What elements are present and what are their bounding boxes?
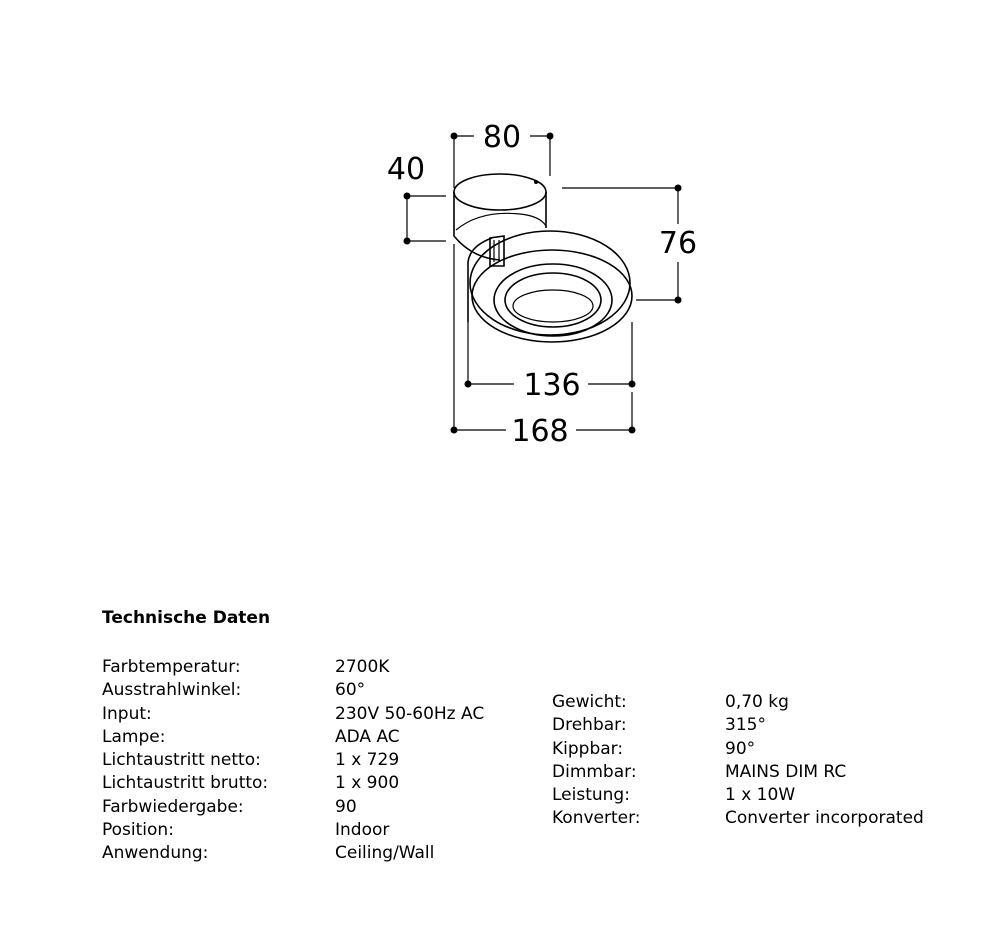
dimension-label-head-diameter: 136: [523, 368, 581, 403]
dimension-label-top-width: 80: [482, 120, 522, 155]
spec-label: Drehbar:: [552, 715, 627, 736]
dimension-label-head-height: 76: [658, 226, 698, 261]
spec-label: Anwendung:: [102, 843, 209, 864]
spec-label: Farbtemperatur:: [102, 657, 241, 677]
spec-label: Input:: [102, 703, 152, 724]
spec-label: Lampe:: [102, 726, 166, 747]
spec-value: Ceiling/Wall: [335, 843, 435, 864]
spec-label: Farbwiedergabe:: [102, 796, 244, 817]
spec-value: 230V 50-60Hz AC: [335, 703, 485, 724]
dimension-top-width: [451, 120, 554, 188]
dimension-overall-width: [451, 244, 636, 449]
spec-value: 315°: [725, 715, 766, 736]
spec-label: Lichtaustritt netto:: [102, 750, 261, 771]
spec-value: 90°: [725, 738, 756, 759]
spec-label: Gewicht:: [552, 692, 627, 712]
spec-value: 1 x 10W: [725, 785, 796, 806]
dimension-label-overall-width: 168: [511, 414, 569, 449]
spec-value: 2700K: [335, 657, 390, 677]
spec-label: Dimmbar:: [552, 761, 637, 782]
base-cylinder: [454, 174, 546, 260]
spec-label: Leistung:: [552, 785, 630, 806]
spec-value: 1 x 729: [335, 750, 400, 771]
spec-value: Indoor: [335, 820, 390, 841]
spec-value: 1 x 900: [335, 773, 400, 794]
spec-label: Ausstrahlwinkel:: [102, 680, 242, 701]
spec-label: Kippbar:: [552, 738, 624, 759]
spec-label: Konverter:: [552, 808, 641, 829]
spec-label: Lichtaustritt brutto:: [102, 773, 269, 794]
dimension-base-height: [387, 152, 446, 245]
spec-value: ADA AC: [335, 726, 400, 747]
dimension-head-diameter: [465, 322, 636, 403]
lamp-head: [468, 231, 632, 342]
spec-value: 90: [335, 796, 357, 817]
spec-value: 0,70 kg: [725, 692, 789, 712]
dimension-label-base-height: 40: [386, 152, 426, 187]
spec-value: Converter incorporated: [725, 808, 924, 829]
spec-value: 60°: [335, 680, 366, 701]
spec-label: Position:: [102, 820, 174, 841]
specs-title: Technische Daten: [102, 608, 271, 628]
spec-value: MAINS DIM RC: [725, 761, 847, 782]
